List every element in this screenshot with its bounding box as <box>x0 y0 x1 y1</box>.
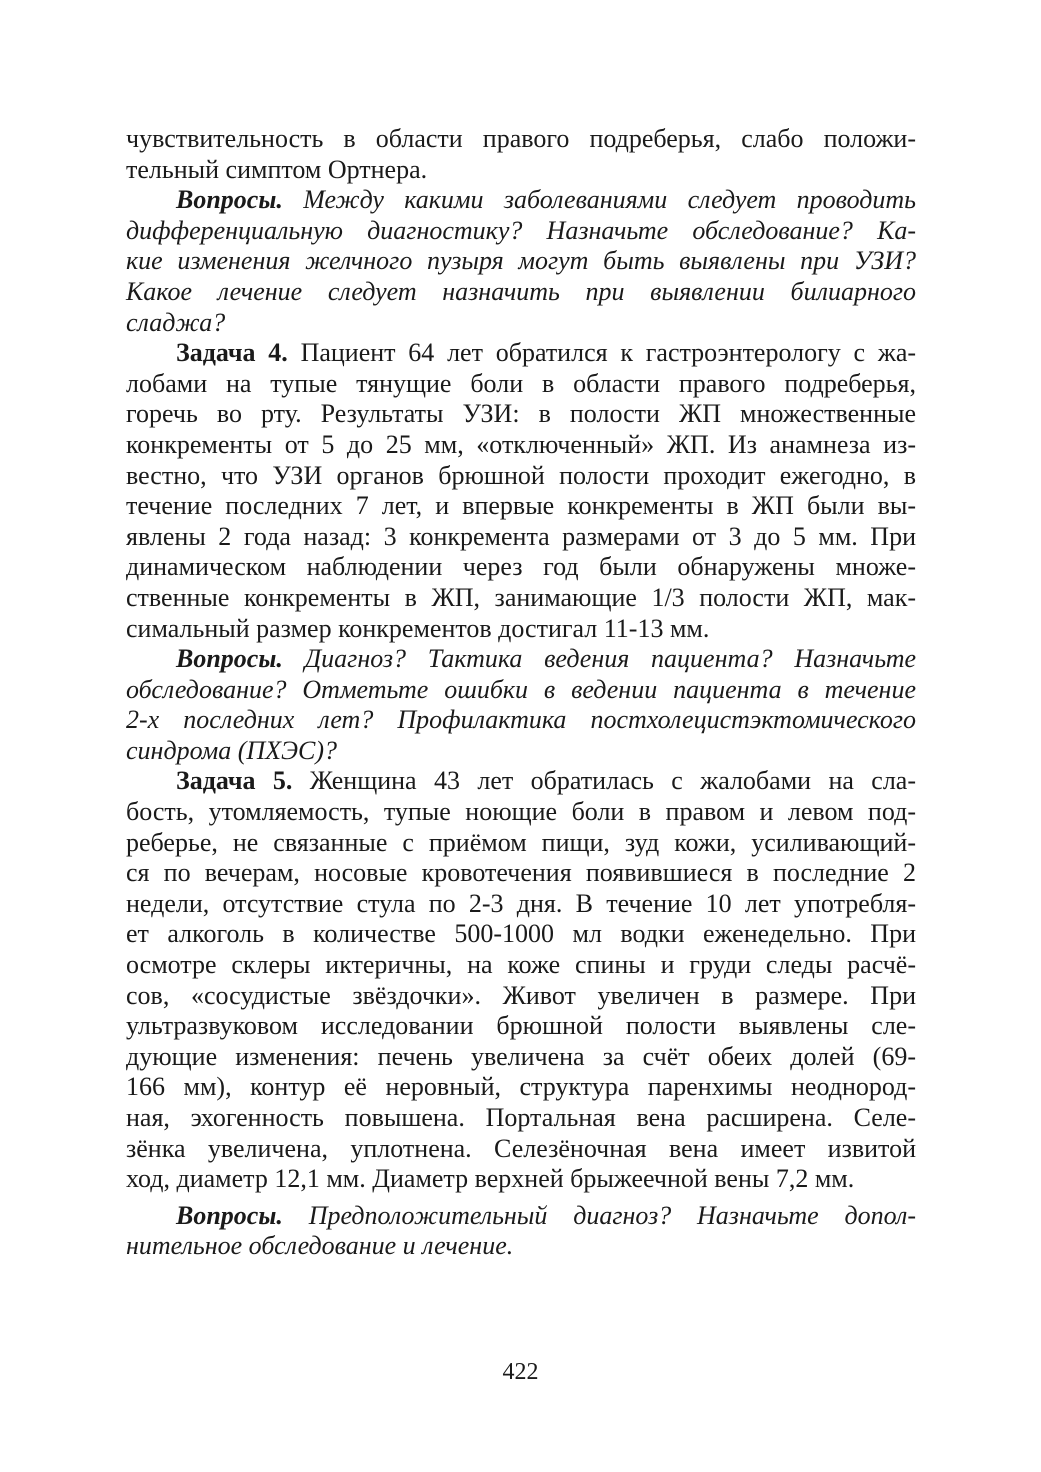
task-label: Задача 4. <box>176 338 288 368</box>
page-body <box>126 124 916 1262</box>
text-line: ная, эхогенность повышена. Портальная вена расширена. Селе- <box>126 1103 916 1132</box>
questions-text: Диагноз? Тактика ведения пациента? Назначьте <box>304 644 917 674</box>
questions-paragraph <box>126 1201 916 1262</box>
text-line: реберье, не связанные с приёмом пищи, зуд кожи, усиливающий- <box>126 827 916 857</box>
text-line <box>126 1201 916 1232</box>
task-5-paragraph <box>126 766 916 1194</box>
text-line: дифференциальную диагностику? Назначьте обследование? Ка- <box>126 215 916 245</box>
questions-paragraph <box>126 644 916 766</box>
text-line: ультразвуковом исследовании брюшной полости выявлены сле- <box>126 1011 916 1041</box>
text-line <box>126 766 916 797</box>
text-line: ся по вечерам, носовые кровотечения появившиеся в последние 2 <box>126 858 916 888</box>
text-line: обследование? Отметьте ошибки в ведении пациента в течение <box>126 674 916 704</box>
paragraph-continuation <box>126 124 916 185</box>
text-line: осмотре склеры иктеричны, на коже спины и груди следы расчё- <box>126 950 916 980</box>
questions-paragraph <box>126 185 916 338</box>
text-line: ственные конкременты в ЖП, занимающие 1/3 полости ЖП, мак- <box>126 582 916 612</box>
questions-label: Вопросы. <box>176 1200 283 1230</box>
task-4-paragraph <box>126 338 916 644</box>
task-text: Женщина 43 лет обратилась с жалобами на сла- <box>309 766 917 796</box>
text-line: недели, отсутствие стула по 2-3 дня. В течение 10 лет употребля- <box>126 888 916 918</box>
text-line: кие изменения желчного пузыря могут быть выявлены при УЗИ? <box>126 246 916 276</box>
text-line: ход, диаметр 12,1 мм. Диаметр верхней брыжеечной вены 7,2 мм. <box>126 1164 855 1194</box>
text-line: тельный симптом Ортнера. <box>126 154 428 184</box>
text-line <box>126 185 916 216</box>
text-line: 2-х последних лет? Профилактика постхолецистэктомического <box>126 705 916 735</box>
text-line: зёнка увеличена, уплотнена. Селезёночная вена имеет извитой <box>126 1133 916 1163</box>
text-line: дующие изменения: печень увеличена за счёт обеих долей (69- <box>126 1041 916 1071</box>
text-line: сладжа? <box>126 307 226 337</box>
text-line <box>126 338 916 369</box>
text-line: конкременты от 5 до 25 мм, «отключенный» ЖП. Из анамнеза из- <box>126 429 916 459</box>
text-line: ет алкоголь в количестве 500-1000 мл водки еженедельно. При <box>126 919 916 949</box>
text-line: Какое лечение следует назначить при выявлении билиарного <box>126 276 916 306</box>
questions-text: Предположительный диагноз? Назначьте допол- <box>308 1200 917 1230</box>
text-line: горечь во рту. Результаты УЗИ: в полости ЖП множественные <box>126 399 916 429</box>
text-line: синдрома (ПХЭС)? <box>126 735 338 765</box>
text-line: явлены 2 года назад: 3 конкремента размерами от 3 до 5 мм. При <box>126 521 916 551</box>
text-line <box>126 644 916 675</box>
text-line: чувствительность в области правого подреберья, слабо положи- <box>126 124 916 153</box>
text-line: течение последних 7 лет, и впервые конкременты в ЖП были вы- <box>126 491 916 521</box>
task-label: Задача 5. <box>176 766 293 796</box>
text-line: лобами на тупые тянущие боли в области правого подреберья, <box>126 368 916 398</box>
text-line: 166 мм), контур её неровный, структура паренхимы неоднород- <box>126 1072 916 1102</box>
text-line: вестно, что УЗИ органов брюшной полости проходит ежегодно, в <box>126 460 916 490</box>
questions-label: Вопросы. <box>176 185 283 215</box>
text-line: нительное обследование и лечение. <box>126 1231 514 1261</box>
questions-text: Между какими заболеваниями следует проводить <box>303 185 917 215</box>
text-line: сов, «сосудистые звёздочки». Живот увеличен в размере. При <box>126 980 916 1010</box>
text-line: симальный размер конкрементов достигал 11-13 мм. <box>126 613 710 643</box>
text-line: динамическом наблюдении через год были обнаружены множе- <box>126 552 916 582</box>
questions-label: Вопросы. <box>176 644 283 674</box>
text-line: бость, утомляемость, тупые ноющие боли в правом и левом под- <box>126 797 916 827</box>
page-number: 422 <box>502 1359 539 1385</box>
task-text: Пациент 64 лет обратился к гастроэнтерологу с жа- <box>300 338 917 368</box>
